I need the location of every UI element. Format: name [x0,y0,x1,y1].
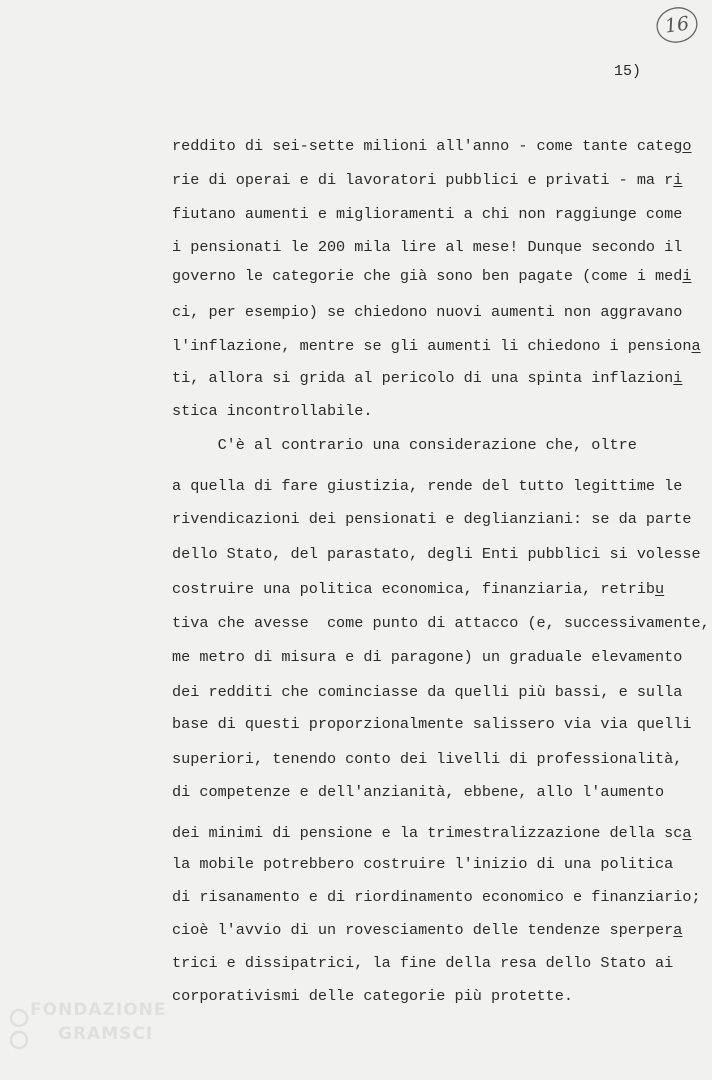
line-text: trici e dissipatrici, la fine della resa dello Stato ai [172,954,674,972]
line-text: base di questi proporzionalmente salissero via via quelli [172,715,692,733]
watermark [8,1000,168,1060]
text-line [172,238,682,256]
line-text: me metro di misura e di paragone) un graduale elevamento [172,648,683,666]
underlined-char: u [655,580,665,598]
line-text: reddito di sei-sette milioni all'anno - come tante categ [172,137,683,155]
watermark-line-2: GRAMSCI [58,1024,154,1044]
line-text: ti, allora si grida al pericolo di una spinta inflazion [172,369,674,387]
line-text: fiutano aumenti e miglioramenti a chi non raggiunge come [172,205,683,223]
line-text: ci, per esempio) se chiedono nuovi aumenti non aggravano [172,303,683,321]
line-text: governo le categorie che già sono ben pagate (come i med [172,267,683,285]
line-text: C'è al contrario una considerazione che, oltre [172,436,637,454]
line-text: di competenze e dell'anzianità, ebbene, allo l'aumento [172,783,665,801]
text-line [172,888,701,906]
line-text: superiori, tenendo conto dei livelli di professionalità, [172,750,683,768]
line-text: tiva che avesse come punto di attacco (e, successivamente, [172,614,710,632]
text-line [172,267,692,285]
text-line [172,580,664,598]
foundation-logo-icon [8,1006,30,1054]
line-text: l'inflazione, mentre se gli aumenti li chiedono i pension [172,337,692,355]
line-text: costruire una politica economica, finanziaria, retrib [172,580,656,598]
text-line [172,477,682,495]
line-text: stica incontrollabile. [172,402,373,420]
text-line [172,783,664,801]
archive-page-stamp [654,4,700,46]
underlined-char: i [673,369,683,387]
text-line [172,750,682,768]
line-text: rie di operai e di lavoratori pubblici e privati - ma r [172,171,674,189]
line-text: rivendicazioni dei pensionati e deglianziani: se da parte [172,510,692,528]
line-text: a quella di fare giustizia, rende del tutto legittime le [172,477,683,495]
underlined-char: a [673,921,683,939]
text-line [172,369,682,387]
text-line [172,337,701,355]
underlined-char: i [673,171,683,189]
text-line [172,303,682,321]
page-number: 15) [614,63,642,80]
line-text: la mobile potrebbero costruire l'inizio di una politica [172,855,674,873]
text-line [172,855,673,873]
line-text: di risanamento e di riordinamento economico e finanziario; [172,888,701,906]
underlined-char: a [682,824,692,842]
watermark-line-1: FONDAZIONE [30,1000,167,1020]
underlined-char: o [682,137,692,155]
text-line [172,921,682,939]
text-line [172,436,637,454]
text-line [172,137,692,155]
text-line [172,648,682,666]
line-text: cioè l'avvio di un rovesciamento delle tendenze sperper [172,921,674,939]
text-line [172,683,682,701]
line-text: dei redditi che cominciasse da quelli più bassi, e sulla [172,683,683,701]
underlined-char: i [682,267,692,285]
underlined-char: a [691,337,701,355]
line-text: i pensionati le 200 mila lire al mese! Dunque secondo il [172,238,683,256]
text-line [172,954,673,972]
line-text: corporativismi delle categorie più protette. [172,987,574,1005]
text-line [172,510,692,528]
text-line [172,545,701,563]
text-line [172,402,373,420]
text-line [172,205,682,223]
text-line [172,824,692,842]
text-line [172,715,692,733]
text-line [172,171,682,189]
stamp-number: 16 [663,12,691,38]
text-line [172,614,710,632]
text-line [172,987,573,1005]
line-text: dei minimi di pensione e la trimestralizzazione della sc [172,824,683,842]
line-text: dello Stato, del parastato, degli Enti pubblici si volesse [172,545,701,563]
